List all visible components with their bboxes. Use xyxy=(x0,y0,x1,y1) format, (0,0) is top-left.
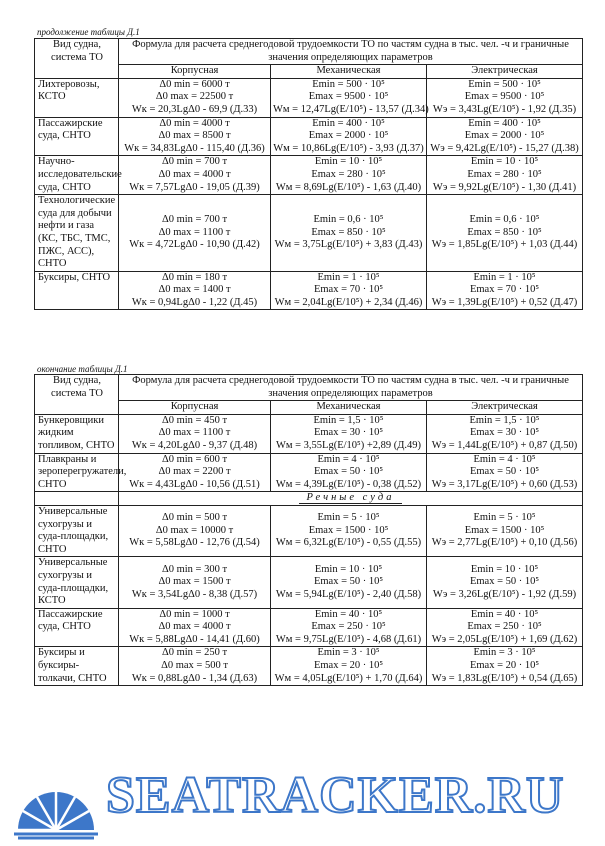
hull-cell xyxy=(119,414,271,453)
hull-line: Δ0 max = 4000 т xyxy=(158,621,231,633)
ship-type-cell: Пассажирские суда, СНТО xyxy=(35,608,119,647)
hull-line: Δ0 min = 450 т xyxy=(161,414,228,426)
mech-line: Emax = 1500 · 10⁵ xyxy=(308,524,389,536)
table-row xyxy=(35,195,583,272)
section-empty-cell xyxy=(35,492,119,506)
mech-line: Emax = 50 · 10⁵ xyxy=(313,466,384,478)
mech-cell xyxy=(271,195,427,272)
watermark-logo xyxy=(14,760,594,838)
hull-line: Wк = 34,83LgΔ0 - 115,40 (Д.36) xyxy=(124,142,265,154)
hull-line: Wк = 20,3LgΔ0 - 69,9 (Д.33) xyxy=(131,103,258,115)
header-mech: Механическая xyxy=(271,65,427,79)
mech-line: Wм = 10,86Lg(E/10⁵) - 3,93 (Д.37) xyxy=(273,142,424,154)
mech-line: Emin = 0,6 · 10⁵ xyxy=(313,214,384,226)
elec-cell xyxy=(427,414,583,453)
table-row xyxy=(35,271,583,310)
elec-line: Emin = 4 · 10⁵ xyxy=(473,453,536,465)
mech-cell xyxy=(271,271,427,310)
elec-line: Emin = 10 · 10⁵ xyxy=(470,563,539,575)
elec-line: Emax = 1500 · 10⁵ xyxy=(464,524,545,536)
table-row xyxy=(35,156,583,195)
elec-line: Emax = 850 · 10⁵ xyxy=(467,226,542,238)
hull-cell xyxy=(119,78,271,117)
elec-line: Emin = 5 · 10⁵ xyxy=(473,512,536,524)
header-elec: Электрическая xyxy=(427,65,583,79)
hull-line: Wк = 7,57LgΔ0 - 19,05 (Д.39) xyxy=(129,181,260,193)
header-ship-type: Вид судна, система ТО xyxy=(35,375,119,415)
hull-line: Wк = 3,54LgΔ0 - 8,38 (Д.57) xyxy=(131,588,258,600)
elec-line: Emin = 3 · 10⁵ xyxy=(473,647,536,659)
hull-cell xyxy=(119,453,271,492)
mech-line: Emin = 10 · 10⁵ xyxy=(314,563,383,575)
mech-line: Emax = 20 · 10⁵ xyxy=(313,660,384,672)
mech-line: Emax = 30 · 10⁵ xyxy=(313,427,384,439)
elec-line: Emin = 10 · 10⁵ xyxy=(470,156,539,168)
river-vessels-label: Речные суда xyxy=(299,491,403,504)
mech-line: Emin = 1 · 10⁵ xyxy=(317,271,380,283)
mech-line: Emax = 9500 · 10⁵ xyxy=(308,91,389,103)
elec-line: Emax = 250 · 10⁵ xyxy=(467,621,542,633)
mech-line: Emin = 3 · 10⁵ xyxy=(317,647,380,659)
table-caption-end: окончание таблицы Д.1 xyxy=(37,364,128,374)
elec-line: Emin = 400 · 10⁵ xyxy=(468,117,541,129)
elec-cell xyxy=(427,608,583,647)
hull-line: Wк = 5,58LgΔ0 - 12,76 (Д.54) xyxy=(129,537,260,549)
hull-line: Wк = 0,94LgΔ0 - 1,22 (Д.45) xyxy=(131,296,258,308)
hull-cell xyxy=(119,117,271,156)
hull-line: Δ0 max = 1100 т xyxy=(158,427,231,439)
elec-line: Wэ = 1,83Lg(E/10⁵) + 0,54 (Д.65) xyxy=(431,672,578,684)
elec-line: Emin = 500 · 10⁵ xyxy=(468,78,541,90)
elec-line: Wэ = 1,39Lg(E/10⁵) + 0,52 (Д.47) xyxy=(431,296,578,308)
mech-cell xyxy=(271,647,427,686)
elec-cell xyxy=(427,156,583,195)
mech-cell xyxy=(271,557,427,608)
hull-line: Δ0 max = 8500 т xyxy=(158,130,231,142)
hull-line: Δ0 min = 300 т xyxy=(161,563,228,575)
elec-cell xyxy=(427,557,583,608)
elec-cell xyxy=(427,505,583,556)
elec-line: Emax = 2000 · 10⁵ xyxy=(464,130,545,142)
table-row xyxy=(35,505,583,556)
ship-type-cell: Лихтеровозы, КСТО xyxy=(35,78,119,117)
hull-cell xyxy=(119,647,271,686)
ship-type-cell: Универсальные сухогрузы и суда-площадки, СНТО xyxy=(35,505,119,556)
elec-cell xyxy=(427,78,583,117)
hull-line: Wк = 0,88LgΔ0 - 1,34 (Д.63) xyxy=(131,672,258,684)
ship-type-cell: Бункеровщики жидким топливом, СНТО xyxy=(35,414,119,453)
hull-line: Δ0 min = 700 т xyxy=(161,156,228,168)
hull-line: Wк = 4,43LgΔ0 - 10,56 (Д.51) xyxy=(129,478,260,490)
hull-line: Δ0 max = 22500 т xyxy=(155,91,234,103)
elec-line: Emin = 1,5 · 10⁵ xyxy=(469,414,540,426)
elec-line: Emin = 40 · 10⁵ xyxy=(470,608,539,620)
elec-line: Wэ = 3,17Lg(E/10⁵) + 0,60 (Д.53) xyxy=(431,478,578,490)
section-label-cell xyxy=(119,492,583,506)
table-row xyxy=(35,647,583,686)
header-ship-type: Вид судна, система ТО xyxy=(35,39,119,79)
hull-line: Δ0 max = 10000 т xyxy=(155,524,234,536)
mech-line: Wм = 8,69Lg(E/10⁵) - 1,63 (Д.40) xyxy=(275,181,422,193)
ship-type-cell: Плавкраны и зероперегружатели, СНТО xyxy=(35,453,119,492)
ship-type-cell: Универсальные сухогрузы и суда-площадки, КСТО xyxy=(35,557,119,608)
elec-line: Emax = 280 · 10⁵ xyxy=(467,168,542,180)
mech-line: Emin = 1,5 · 10⁵ xyxy=(313,414,384,426)
table-part-2 xyxy=(34,374,583,686)
mech-line: Emax = 70 · 10⁵ xyxy=(313,284,384,296)
mech-cell xyxy=(271,414,427,453)
mech-line: Wм = 12,47Lg(E/10⁵) - 13,57 (Д.34) xyxy=(273,103,429,115)
mech-line: Emax = 280 · 10⁵ xyxy=(311,168,386,180)
mech-cell xyxy=(271,156,427,195)
header-hull: Корпусная xyxy=(119,65,271,79)
elec-line: Emax = 30 · 10⁵ xyxy=(469,427,540,439)
mech-line: Wм = 5,94Lg(E/10⁵) - 2,40 (Д.58) xyxy=(275,588,422,600)
mech-cell xyxy=(271,608,427,647)
hull-line: Δ0 max = 2200 т xyxy=(158,466,231,478)
elec-line: Wэ = 1,44Lg(E/10⁵) + 0,87 (Д.50) xyxy=(431,439,578,451)
hull-line: Δ0 min = 1000 т xyxy=(159,608,230,620)
elec-cell xyxy=(427,271,583,310)
elec-cell xyxy=(427,195,583,272)
elec-cell xyxy=(427,453,583,492)
hull-line: Δ0 max = 1400 т xyxy=(158,284,231,296)
mech-cell xyxy=(271,117,427,156)
elec-line: Emax = 20 · 10⁵ xyxy=(469,660,540,672)
elec-line: Wэ = 3,26Lg(E/10⁵) - 1,92 (Д.59) xyxy=(432,588,577,600)
mech-line: Emax = 2000 · 10⁵ xyxy=(308,130,389,142)
elec-line: Wэ = 2,77Lg(E/10⁵) + 0,10 (Д.56) xyxy=(431,537,578,549)
hull-cell xyxy=(119,608,271,647)
mech-line: Emin = 4 · 10⁵ xyxy=(317,453,380,465)
table-part-1 xyxy=(34,38,583,310)
elec-line: Emax = 9500 · 10⁵ xyxy=(464,91,545,103)
header-elec: Электрическая xyxy=(427,401,583,415)
hull-line: Δ0 min = 250 т xyxy=(161,647,228,659)
ship-type-cell: Научно-исследовательские суда, СНТО xyxy=(35,156,119,195)
mech-line: Wм = 9,75Lg(E/10⁵) - 4,68 (Д.61) xyxy=(275,633,422,645)
elec-line: Wэ = 3,43Lg(E/10⁵) - 1,92 (Д.35) xyxy=(432,103,577,115)
hull-line: Δ0 min = 600 т xyxy=(161,453,228,465)
mech-line: Wм = 4,39Lg(E/10⁵) - 0,38 (Д.52) xyxy=(275,478,422,490)
hull-line: Δ0 max = 1500 т xyxy=(158,576,231,588)
mech-line: Emin = 500 · 10⁵ xyxy=(312,78,385,90)
mech-line: Wм = 4,05Lg(E/10⁵) + 1,70 (Д.64) xyxy=(274,672,423,684)
elec-line: Emax = 50 · 10⁵ xyxy=(469,576,540,588)
sun-icon xyxy=(14,764,98,840)
mech-line: Emin = 40 · 10⁵ xyxy=(314,608,383,620)
mech-line: Wм = 6,32Lg(E/10⁵) - 0,55 (Д.55) xyxy=(275,537,422,549)
elec-cell xyxy=(427,647,583,686)
hull-line: Δ0 min = 180 т xyxy=(161,271,228,283)
hull-line: Δ0 max = 1100 т xyxy=(158,226,231,238)
table-caption-continued: продолжение таблицы Д.1 xyxy=(37,27,140,37)
section-divider-row xyxy=(35,492,583,506)
hull-cell xyxy=(119,156,271,195)
hull-cell xyxy=(119,271,271,310)
elec-line: Wэ = 9,42Lg(E/10⁵) - 15,27 (Д.38) xyxy=(430,142,579,154)
elec-line: Emax = 70 · 10⁵ xyxy=(469,284,540,296)
elec-line: Wэ = 1,85Lg(E/10⁵) + 1,03 (Д.44) xyxy=(431,239,578,251)
watermark-text: SEATRACKER.RU xyxy=(106,767,565,824)
hull-line: Δ0 min = 700 т xyxy=(161,214,228,226)
elec-line: Wэ = 2,05Lg(E/10⁵) + 1,69 (Д.62) xyxy=(431,633,578,645)
hull-cell xyxy=(119,505,271,556)
table-row xyxy=(35,557,583,608)
elec-line: Wэ = 9,92Lg(E/10⁵) - 1,30 (Д.41) xyxy=(432,181,577,193)
ship-type-cell: Пассажирские суда, СНТО xyxy=(35,117,119,156)
mech-line: Emin = 5 · 10⁵ xyxy=(317,512,380,524)
mech-line: Emin = 10 · 10⁵ xyxy=(314,156,383,168)
mech-cell xyxy=(271,453,427,492)
header-formula: Формула для расчета среднегодовой трудоемкости ТО по частям судна в тыс. чел. -ч и граничные значения определяющих параметров xyxy=(119,39,583,65)
ship-type-cell: Буксиры и буксиры-толкачи, СНТО xyxy=(35,647,119,686)
table-row xyxy=(35,78,583,117)
mech-cell xyxy=(271,78,427,117)
header-hull: Корпусная xyxy=(119,401,271,415)
table-row xyxy=(35,608,583,647)
elec-line: Emin = 0,6 · 10⁵ xyxy=(469,214,540,226)
hull-line: Δ0 max = 500 т xyxy=(161,660,228,672)
mech-line: Wм = 3,55Lg(E/10⁵) +2,89 (Д.49) xyxy=(275,439,422,451)
elec-cell xyxy=(427,117,583,156)
table-row xyxy=(35,414,583,453)
hull-line: Wк = 5,88LgΔ0 - 14,41 (Д.60) xyxy=(129,633,260,645)
hull-cell xyxy=(119,195,271,272)
ship-type-cell: Технологические суда для добычи нефти и газа (КС, ТБС, ТМС, ПЖС, АСС), СНТО xyxy=(35,195,119,272)
hull-line: Δ0 max = 4000 т xyxy=(158,168,231,180)
hull-cell xyxy=(119,557,271,608)
mech-line: Emax = 50 · 10⁵ xyxy=(313,576,384,588)
hull-line: Δ0 min = 6000 т xyxy=(159,78,230,90)
hull-line: Δ0 min = 4000 т xyxy=(159,117,230,129)
mech-line: Wм = 3,75Lg(E/10⁵) + 3,83 (Д.43) xyxy=(274,239,423,251)
elec-line: Emin = 1 · 10⁵ xyxy=(473,271,536,283)
ship-type-cell: Буксиры, СНТО xyxy=(35,271,119,310)
mech-line: Wм = 2,04Lg(E/10⁵) + 2,34 (Д.46) xyxy=(274,296,423,308)
hull-line: Δ0 min = 500 т xyxy=(161,512,228,524)
table-row xyxy=(35,117,583,156)
hull-line: Wк = 4,20LgΔ0 - 9,37 (Д.48) xyxy=(131,439,258,451)
header-mech: Механическая xyxy=(271,401,427,415)
hull-line: Wк = 4,72LgΔ0 - 10,90 (Д.42) xyxy=(129,239,260,251)
mech-line: Emax = 250 · 10⁵ xyxy=(311,621,386,633)
mech-line: Emin = 400 · 10⁵ xyxy=(312,117,385,129)
mech-line: Emax = 850 · 10⁵ xyxy=(311,226,386,238)
mech-cell xyxy=(271,505,427,556)
table-row xyxy=(35,453,583,492)
header-formula: Формула для расчета среднегодовой трудоемкости ТО по частям судна в тыс. чел. -ч и граничные значения определяющих параметров xyxy=(119,375,583,401)
elec-line: Emax = 50 · 10⁵ xyxy=(469,466,540,478)
